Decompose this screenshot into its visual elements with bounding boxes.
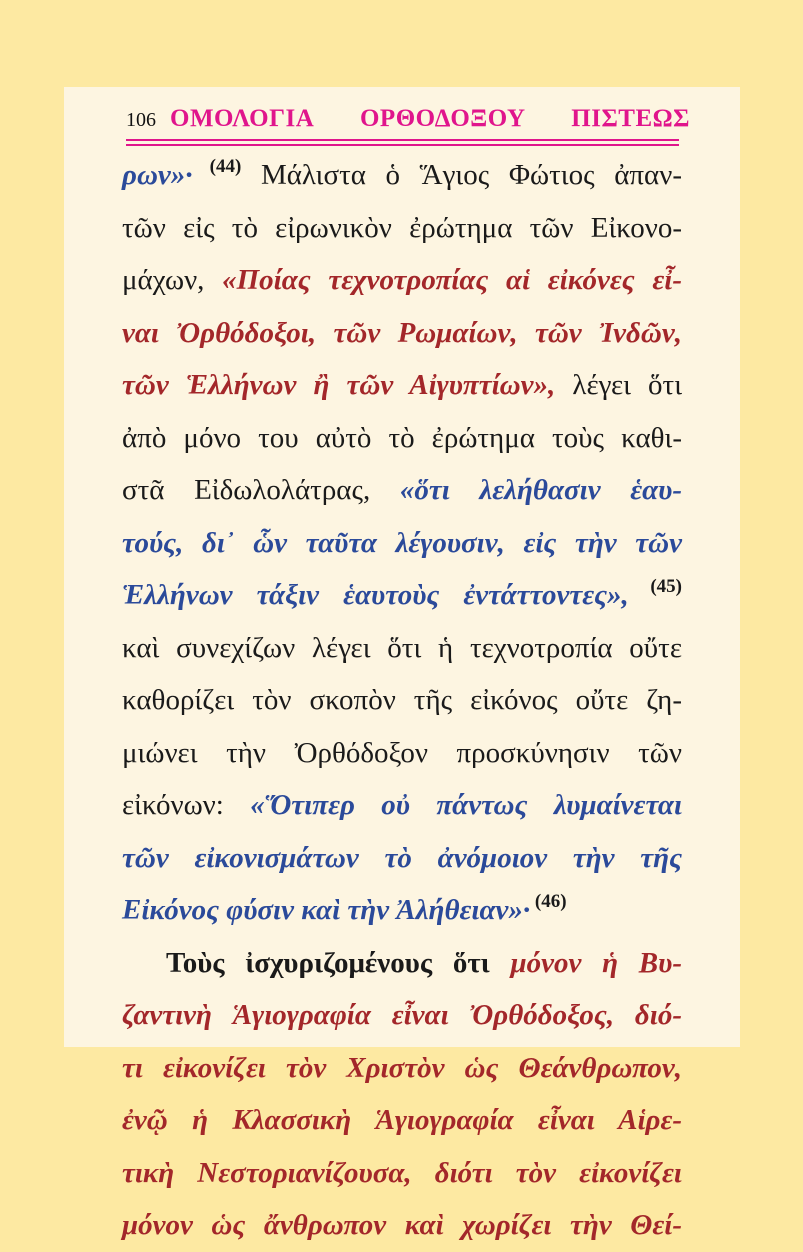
text-segment: ρων»· — [122, 159, 193, 191]
title-word: ΟΜΟΛΟΓΙΑ — [170, 105, 315, 132]
text-line — [122, 569, 682, 622]
page-number: 106 — [126, 109, 156, 131]
text-line — [122, 989, 682, 1042]
text-line — [122, 149, 682, 202]
text-segment: Ἑλλήνων τάξιν ἑαυτοὺς ἐντάττοντες», — [122, 579, 629, 611]
footnote-ref: (46) — [530, 891, 567, 912]
text-segment: μάχων, — [122, 264, 223, 296]
text-line — [122, 517, 682, 570]
text-line — [122, 1147, 682, 1200]
text-segment: καὶ συνεχίζων λέγει ὅτι ἡ τεχνοτροπία οὔτε — [122, 631, 682, 664]
text-segment: τῶν εἰκονισμάτων τὸ ἀνόμοιον τὴν τῆς — [122, 841, 682, 874]
header-rule — [126, 139, 679, 141]
footnote-ref: (45) — [628, 576, 682, 597]
text-segment: Μάλιστα ὁ Ἅγιος Φώτιος ἀπαν- — [241, 159, 682, 191]
text-segment: «Ὅτιπερ οὐ πάντως λυμαίνεται — [250, 789, 683, 821]
text-line — [122, 359, 682, 412]
text-line — [122, 1094, 682, 1147]
running-title — [170, 105, 690, 133]
text-segment: μόνον ἡ Βυ- — [510, 946, 682, 979]
page-header — [126, 105, 690, 133]
text-segment: μιώνει τὴν Ὀρθόδοξον προσκύνησιν τῶν — [122, 736, 682, 769]
text-line — [122, 464, 682, 517]
text-line — [122, 622, 682, 675]
text-line — [122, 1199, 682, 1252]
text-segment: Τοὺς ἰσχυριζομένους ὅτι — [166, 946, 511, 979]
text-segment: τῶν Ἑλλήνων ἢ τῶν Αἰγυπτίων», — [122, 369, 556, 401]
text-segment: ναι Ὀρθόδοξοι, τῶν Ρωμαίων, τῶν Ἰνδῶν, — [122, 316, 682, 349]
title-word: ΟΡΘΟΔΟΞΟΥ — [359, 105, 526, 132]
book-page — [64, 87, 740, 1241]
footnote-ref: (44) — [192, 156, 242, 177]
text-segment: Εἰκόνος φύσιν καὶ τὴν Ἀλήθειαν»· — [122, 894, 531, 926]
text-segment: τούς, δι᾽ ὧν ταῦτα λέγουσιν, εἰς τὴν τῶν — [122, 526, 682, 559]
text-line — [122, 937, 682, 990]
body-text — [122, 149, 682, 1252]
text-line — [122, 307, 682, 360]
text-line — [122, 202, 682, 255]
header-rule — [126, 144, 679, 146]
text-segment: ζαντινὴ Ἁγιογραφία εἶναι Ὀρθόδοξος, διό- — [122, 999, 682, 1031]
text-segment: λέγει ὅτι — [555, 369, 682, 401]
text-segment: τῶν εἰς τὸ εἰρωνικὸν ἐρώτημα τῶν Εἰκονο- — [122, 211, 682, 244]
text-segment: μόνον ὡς ἄνθρωπον καὶ χωρίζει τὴν Θεί- — [122, 1209, 682, 1241]
text-line — [122, 884, 682, 937]
text-segment: «Ποίας τεχνοτροπίας αἱ εἰκόνες εἶ- — [222, 264, 682, 296]
text-line — [122, 1042, 682, 1095]
text-line — [122, 412, 682, 465]
text-segment: στᾶ Εἰδωλολάτρας, — [122, 474, 400, 506]
text-segment: ἐνῷ ἡ Κλασσικὴ Ἁγιογραφία εἶναι Αἱρε- — [122, 1104, 682, 1136]
text-segment: τικὴ Νεστοριανίζουσα, διότι τὸν εἰκονίζει — [122, 1156, 682, 1189]
text-segment: εἰκόνων: — [122, 789, 251, 821]
text-line — [122, 832, 682, 885]
text-line — [122, 674, 682, 727]
title-word: ΠΙΣΤΕΩΣ — [571, 105, 690, 132]
text-line — [122, 727, 682, 780]
text-segment: ἀπὸ μόνο του αὐτὸ τὸ ἐρώτημα τοὺς καθι- — [122, 421, 682, 454]
text-line — [122, 254, 682, 307]
text-segment: «ὅτι λελήθασιν ἑαυ- — [399, 474, 682, 506]
text-segment: καθορίζει τὸν σκοπὸν τῆς εἰκόνος οὔτε ζη- — [122, 684, 682, 716]
text-segment: τι εἰκονίζει τὸν Χριστὸν ὡς Θεάνθρωπον, — [122, 1051, 682, 1084]
text-line — [122, 779, 682, 832]
